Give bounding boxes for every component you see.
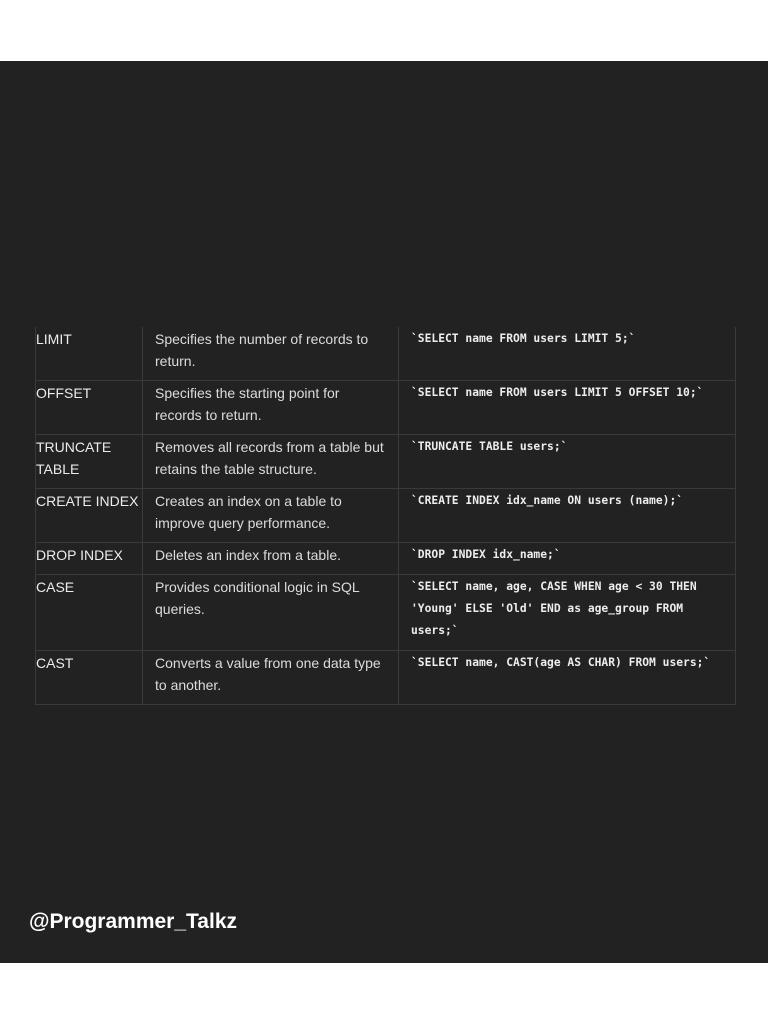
sql-commands-table (35, 327, 736, 705)
table-row (36, 575, 736, 651)
command-description: Provides conditional logic in SQL queries. (155, 579, 360, 617)
command-example: `SELECT name, age, CASE WHEN age < 30 THEN 'Young' ELSE 'Old' END as age_group FROM users;` (411, 580, 704, 637)
table-row (36, 435, 736, 489)
example-cell (399, 543, 736, 575)
table-row (36, 381, 736, 435)
command-example: `SELECT name FROM users LIMIT 5;` (411, 332, 636, 345)
command-name: DROP INDEX (36, 547, 123, 563)
command-cell (36, 489, 143, 543)
description-cell (143, 489, 399, 543)
example-cell (399, 575, 736, 651)
table-row (36, 327, 736, 381)
table-row (36, 651, 736, 705)
table-row (36, 489, 736, 543)
example-cell (399, 489, 736, 543)
command-name: CREATE INDEX (36, 493, 139, 509)
command-name: OFFSET (36, 385, 92, 401)
command-cell (36, 651, 143, 705)
command-cell (36, 575, 143, 651)
command-cell (36, 543, 143, 575)
description-cell (143, 381, 399, 435)
description-cell (143, 543, 399, 575)
command-cell (36, 327, 143, 381)
command-name: TRUNCATE TABLE (36, 439, 112, 477)
command-example: `TRUNCATE TABLE users;` (411, 440, 568, 453)
command-example: `CREATE INDEX idx_name ON users (name);` (411, 494, 684, 507)
command-example: `DROP INDEX idx_name;` (411, 548, 561, 561)
author-watermark: @Programmer_Talkz (29, 910, 238, 933)
example-cell (399, 435, 736, 489)
description-cell (143, 651, 399, 705)
description-cell (143, 575, 399, 651)
example-cell (399, 327, 736, 381)
example-cell (399, 381, 736, 435)
command-cell (36, 381, 143, 435)
command-cell (36, 435, 143, 489)
command-description: Removes all records from a table but retains the table structure. (155, 439, 384, 477)
dark-canvas (0, 61, 768, 963)
command-description: Creates an index on a table to improve query performance. (155, 493, 342, 531)
example-cell (399, 651, 736, 705)
description-cell (143, 327, 399, 381)
command-name: CASE (36, 579, 75, 595)
command-description: Specifies the starting point for records to return. (155, 385, 340, 423)
command-description: Deletes an index from a table. (155, 547, 341, 563)
command-example: `SELECT name, CAST(age AS CHAR) FROM users;` (411, 656, 711, 669)
description-cell (143, 435, 399, 489)
table-row (36, 543, 736, 575)
command-name: LIMIT (36, 331, 72, 347)
command-description: Specifies the number of records to return. (155, 331, 369, 369)
command-example: `SELECT name FROM users LIMIT 5 OFFSET 10;` (411, 386, 704, 399)
command-description: Converts a value from one data type to another. (155, 655, 381, 693)
command-name: CAST (36, 655, 74, 671)
